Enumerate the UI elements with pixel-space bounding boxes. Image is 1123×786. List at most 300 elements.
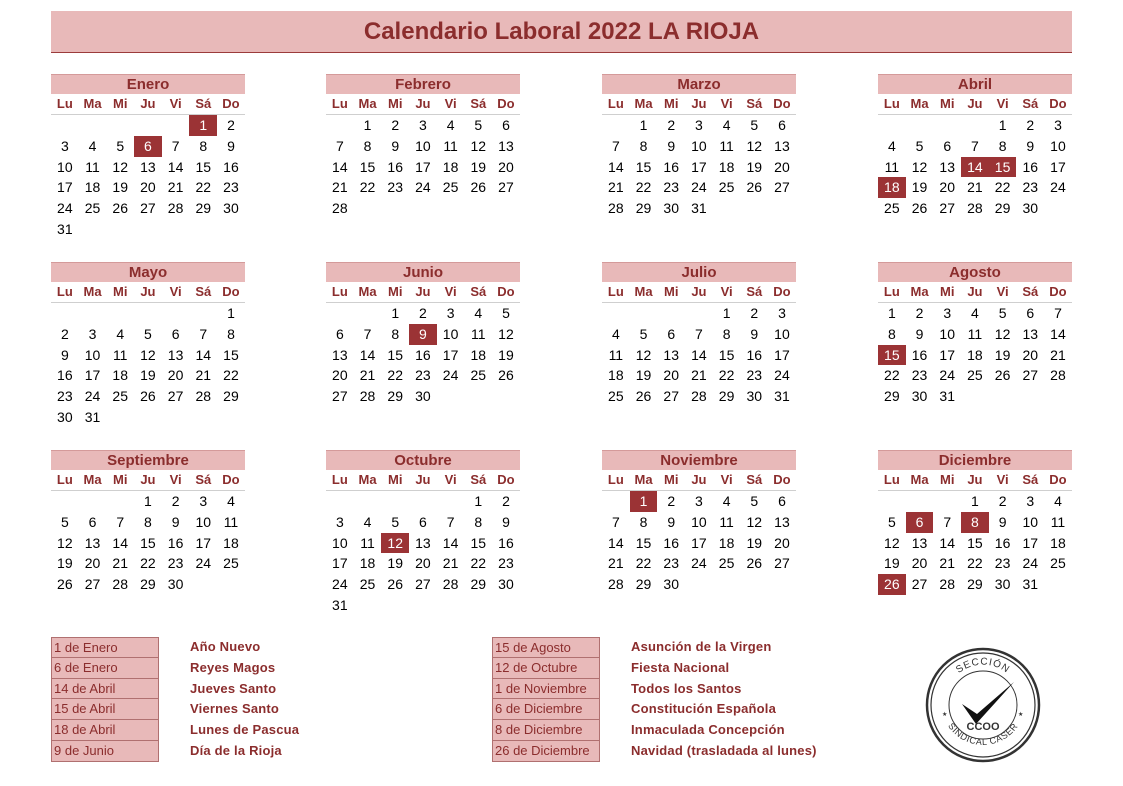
day-cell: 11 [719,513,734,530]
day-cell: 2 [171,493,180,509]
weekday-label: Mi [112,472,128,487]
weekday-label: Do [497,96,515,111]
day-cell: 7 [971,137,979,154]
day-cell: 9 [667,137,676,154]
day-cell: 28 [167,200,184,217]
holiday-day-cell: 6 [906,512,934,533]
day-cell: 6 [778,117,786,133]
day-cell: 2 [419,305,427,321]
day-cell: 16 [387,158,403,175]
day-cell: 3 [419,117,427,133]
month-name: Marzo [602,74,796,94]
day-cell: 2 [502,493,510,509]
day-cell: 2 [60,325,69,342]
day-cell: 12 [746,513,763,530]
day-cell: 24 [84,388,101,405]
weekday-header [878,94,1072,115]
legend-holiday-name: Jueves Santo [190,680,277,696]
weekday-label: Do [497,284,515,299]
day-cell: 1 [144,493,152,509]
day-cell: 8 [363,137,372,154]
day-cell: 3 [1026,493,1035,509]
legend-row [492,658,817,679]
stamp-center-text: CCOO [966,721,1000,733]
day-cell: 8 [998,137,1007,154]
weekday-label: Vi [444,96,457,111]
day-cell: 15 [967,534,983,551]
holiday-legend-right [492,637,817,762]
day-cell: 23 [663,555,679,572]
day-grid [326,491,520,616]
day-cell: 8 [887,325,896,342]
weekday-label: Do [497,472,515,487]
day-cell: 31 [691,200,707,217]
day-cell: 5 [750,117,759,133]
day-cell: 13 [84,534,101,551]
day-cell: 10 [332,534,348,551]
day-cell: 20 [774,534,790,551]
legend-row [51,720,299,741]
day-cell: 26 [57,576,73,593]
legend-row [492,679,817,700]
weekday-label: Do [773,96,791,111]
legend-date: 9 de Junio [51,741,159,762]
day-cell: 9 [998,513,1007,530]
day-cell: 25 [442,179,459,196]
month-name: Junio [326,262,520,282]
day-cell: 14 [608,158,624,175]
day-cell: 22 [195,179,212,196]
day-cell: 29 [994,200,1011,217]
weekday-label: Mi [939,284,955,299]
day-cell: 29 [223,388,239,405]
day-cell: 19 [470,158,487,175]
day-cell: 19 [635,367,652,384]
day-cell: 25 [84,200,101,217]
day-cell: 2 [227,117,235,133]
stamp-top-text: SECCIÓN [954,656,1012,676]
day-cell: 18 [359,555,376,572]
day-cell: 7 [171,137,180,154]
holiday-day-cell: 18 [878,177,906,198]
day-cell: 9 [1026,137,1035,154]
day-cell: 30 [223,200,239,217]
day-cell: 9 [171,513,180,530]
weekday-label: Vi [720,284,733,299]
weekday-header [51,94,245,115]
day-cell: 29 [195,200,212,217]
ccoo-stamp-logo [924,646,1042,764]
day-cell: 18 [112,367,128,384]
day-cell: 17 [442,346,459,363]
day-cell: 10 [84,346,101,363]
day-cell: 27 [498,179,514,196]
day-cell: 20 [939,179,955,196]
legend-holiday-name: Reyes Magos [190,659,276,675]
holiday-day-cell: 8 [961,512,989,533]
weekday-label: Ma [634,96,653,111]
day-cell: 16 [1022,158,1039,175]
day-cell: 29 [387,388,403,405]
day-cell: 13 [663,346,679,363]
month-agosto [878,262,1072,407]
day-cell: 17 [774,346,790,363]
day-cell: 31 [1022,576,1039,593]
weekday-label: Sá [1022,284,1039,299]
day-cell: 23 [167,555,184,572]
day-cell: 31 [332,596,348,613]
day-cell: 20 [415,555,431,572]
day-cell: 26 [112,200,128,217]
holiday-day-cell: 1 [189,115,217,136]
weekday-label: Ma [358,472,377,487]
day-cell: 8 [639,513,648,530]
day-cell: 11 [719,137,734,154]
holiday-day-cell: 26 [878,574,906,595]
day-cell: 3 [199,493,208,509]
day-cell: 6 [419,513,427,530]
day-cell: 19 [387,555,403,572]
day-cell: 11 [112,346,128,363]
holiday-day-cell: 12 [381,533,409,554]
weekday-label: Do [222,472,240,487]
weekday-label: Ma [83,284,102,299]
day-cell: 3 [943,305,952,321]
day-cell: 3 [88,325,97,342]
month-name: Enero [51,74,245,94]
day-cell: 25 [718,179,735,196]
day-cell: 26 [470,179,487,196]
day-cell: 15 [140,534,156,551]
weekday-label: Ju [967,96,983,111]
day-cell: 17 [84,367,101,384]
day-cell: 21 [195,367,212,384]
weekday-label: Ju [691,96,707,111]
day-cell: 1 [474,493,483,509]
day-cell: 5 [116,137,125,154]
day-cell: 14 [608,534,624,551]
day-cell: 19 [498,346,514,363]
day-cell: 19 [746,534,763,551]
day-cell: 28 [939,576,955,593]
day-cell: 25 [359,576,376,593]
day-cell: 30 [994,576,1011,593]
day-cell: 7 [446,513,455,530]
legend-holiday-name: Constitución Española [631,701,777,717]
month-name: Agosto [878,262,1072,282]
day-cell: 16 [415,346,431,363]
weekday-header [878,470,1072,491]
legend-row [492,637,817,658]
day-cell: 1 [887,305,896,321]
weekday-label: Mi [939,96,955,111]
day-cell: 30 [746,388,763,405]
day-cell: 3 [695,493,703,509]
weekday-label: Vi [169,96,182,111]
day-cell: 4 [1054,493,1062,509]
day-cell: 13 [332,346,348,363]
weekday-header [602,94,796,115]
weekday-label: Lu [56,96,73,111]
day-cell: 18 [608,367,624,384]
day-cell: 28 [1050,367,1066,384]
month-name: Julio [602,262,796,282]
weekday-label: Mi [387,472,403,487]
legend-holiday-name: Viernes Santo [190,701,280,717]
day-cell: 27 [415,576,431,593]
day-grid [602,491,796,595]
day-cell: 3 [60,137,69,154]
day-cell: 17 [195,534,212,551]
day-cell: 17 [939,346,955,363]
weekday-label: Do [773,472,791,487]
legend-date: 1 de Noviembre [492,679,600,700]
day-cell: 13 [774,513,790,530]
weekday-label: Sá [746,96,763,111]
weekday-label: Ju [691,472,707,487]
day-cell: 29 [718,388,735,405]
day-cell: 10 [774,325,790,342]
day-cell: 16 [663,534,679,551]
day-cell: 26 [635,388,652,405]
day-cell: 22 [718,367,735,384]
day-cell: 25 [967,367,983,384]
day-cell: 31 [774,388,790,405]
day-cell: 20 [498,158,514,175]
weekday-label: Ju [691,284,707,299]
day-cell: 1 [363,117,372,133]
day-cell: 23 [1022,179,1039,196]
day-cell: 2 [667,493,676,509]
weekday-label: Ju [140,96,156,111]
weekday-label: Lu [331,472,348,487]
day-cell: 1 [639,117,648,133]
day-cell: 1 [998,117,1007,133]
day-cell: 22 [470,555,487,572]
month-febrero [326,74,520,219]
day-cell: 23 [746,367,763,384]
day-cell: 8 [199,137,208,154]
day-cell: 12 [994,325,1011,342]
weekday-label: Ma [83,96,102,111]
day-cell: 20 [332,367,348,384]
weekday-label: Mi [387,96,403,111]
day-cell: 6 [335,325,344,342]
day-cell: 27 [939,200,955,217]
day-cell: 13 [140,158,156,175]
day-cell: 23 [57,388,73,405]
day-grid [878,303,1072,407]
day-cell: 7 [1054,305,1062,321]
day-cell: 29 [140,576,156,593]
day-cell: 16 [663,158,679,175]
day-cell: 23 [223,179,239,196]
weekday-label: Sá [195,284,212,299]
day-grid [51,115,245,240]
day-cell: 10 [195,513,212,530]
day-cell: 17 [691,158,707,175]
day-cell: 5 [639,325,648,342]
day-cell: 22 [994,179,1011,196]
weekday-label: Mi [663,472,679,487]
day-cell: 21 [967,179,983,196]
day-cell: 24 [57,200,73,217]
day-cell: 15 [387,346,403,363]
day-cell: 6 [502,117,510,133]
day-cell: 14 [167,158,184,175]
day-cell: 12 [911,158,928,175]
legend-row [51,637,299,658]
day-cell: 7 [335,137,344,154]
day-cell: 9 [667,513,676,530]
day-cell: 3 [1054,117,1062,133]
day-cell: 11 [967,325,983,342]
day-cell: 28 [359,388,376,405]
day-cell: 19 [746,158,763,175]
month-name: Octubre [326,450,520,470]
weekday-label: Sá [470,284,487,299]
day-cell: 9 [915,325,924,342]
day-cell: 21 [359,367,376,384]
day-cell: 15 [223,346,239,363]
day-cell: 15 [470,534,487,551]
day-cell: 20 [774,158,790,175]
day-cell: 5 [998,305,1007,321]
day-cell: 15 [359,158,376,175]
day-cell: 9 [60,346,69,363]
weekday-label: Vi [996,472,1009,487]
legend-holiday-name: Todos los Santos [631,680,742,696]
day-cell: 9 [227,137,235,154]
day-cell: 10 [57,158,73,175]
day-cell: 25 [718,555,735,572]
day-cell: 14 [332,158,348,175]
month-name: Septiembre [51,450,245,470]
day-cell: 13 [167,346,184,363]
day-cell: 12 [57,534,73,551]
day-grid [51,491,245,595]
legend-row [51,679,299,700]
day-cell: 4 [971,305,979,321]
day-cell: 10 [939,325,955,342]
day-cell: 20 [140,179,156,196]
day-cell: 12 [112,158,128,175]
day-cell: 30 [911,388,928,405]
day-cell: 13 [939,158,955,175]
day-cell: 4 [363,513,372,530]
day-cell: 8 [474,513,483,530]
day-cell: 19 [911,179,928,196]
day-cell: 25 [1050,555,1066,572]
weekday-header [51,282,245,303]
weekday-label: Do [1049,284,1067,299]
weekday-label: Ma [910,284,929,299]
day-cell: 12 [746,137,763,154]
legend-date: 18 de Abril [51,720,159,741]
weekday-header [326,470,520,491]
legend-date: 1 de Enero [51,637,159,658]
day-cell: 17 [1050,158,1066,175]
weekday-label: Ju [415,472,431,487]
day-cell: 24 [939,367,955,384]
weekday-label: Sá [746,284,763,299]
day-cell: 2 [915,305,924,321]
svg-text:SECCIÓN [954,656,1012,676]
weekday-label: Ma [910,472,929,487]
day-cell: 30 [415,388,431,405]
day-cell: 21 [332,179,348,196]
month-name: Noviembre [602,450,796,470]
day-cell: 18 [718,534,735,551]
day-cell: 14 [442,534,459,551]
day-cell: 12 [635,346,652,363]
day-cell: 1 [391,305,400,321]
day-cell: 21 [939,555,955,572]
weekday-header [878,282,1072,303]
day-cell: 16 [167,534,184,551]
month-diciembre [878,450,1072,595]
day-cell: 28 [691,388,707,405]
day-cell: 22 [140,555,156,572]
legend-row [492,699,817,720]
legend-holiday-name: Fiesta Nacional [631,659,730,675]
weekday-label: Vi [996,284,1009,299]
day-cell: 24 [1022,555,1039,572]
day-cell: 9 [502,513,510,530]
day-cell: 13 [1022,325,1039,342]
legend-holiday-name: Año Nuevo [190,639,261,654]
day-cell: 6 [778,493,786,509]
day-cell: 18 [718,158,735,175]
day-cell: 6 [88,513,97,530]
day-cell: 27 [774,555,790,572]
day-cell: 27 [911,576,928,593]
day-cell: 4 [611,325,620,342]
weekday-label: Sá [195,96,212,111]
day-cell: 24 [195,555,212,572]
legend-row [492,741,817,762]
day-cell: 23 [498,555,514,572]
day-cell: 7 [943,513,952,530]
day-cell: 8 [391,325,400,342]
day-cell: 19 [112,179,128,196]
day-cell: 10 [442,325,459,342]
day-cell: 22 [884,367,900,384]
day-cell: 28 [195,388,212,405]
day-grid [51,303,245,428]
legend-holiday-name: Inmaculada Concepción [631,722,785,738]
legend-date: 6 de Enero [51,658,159,679]
day-cell: 17 [691,534,707,551]
day-grid [878,115,1072,219]
day-cell: 30 [1022,200,1039,217]
day-cell: 2 [750,305,759,321]
day-cell: 5 [887,513,896,530]
day-cell: 23 [911,367,928,384]
day-cell: 23 [994,555,1011,572]
day-cell: 18 [84,179,101,196]
day-cell: 6 [1026,305,1035,321]
day-cell: 28 [608,200,624,217]
day-cell: 21 [442,555,459,572]
weekday-header [602,470,796,491]
day-grid [602,115,796,219]
day-cell: 4 [722,117,731,133]
day-cell: 17 [415,158,431,175]
day-cell: 26 [911,200,928,217]
weekday-label: Ma [358,96,377,111]
legend-date: 26 de Diciembre [492,741,600,762]
